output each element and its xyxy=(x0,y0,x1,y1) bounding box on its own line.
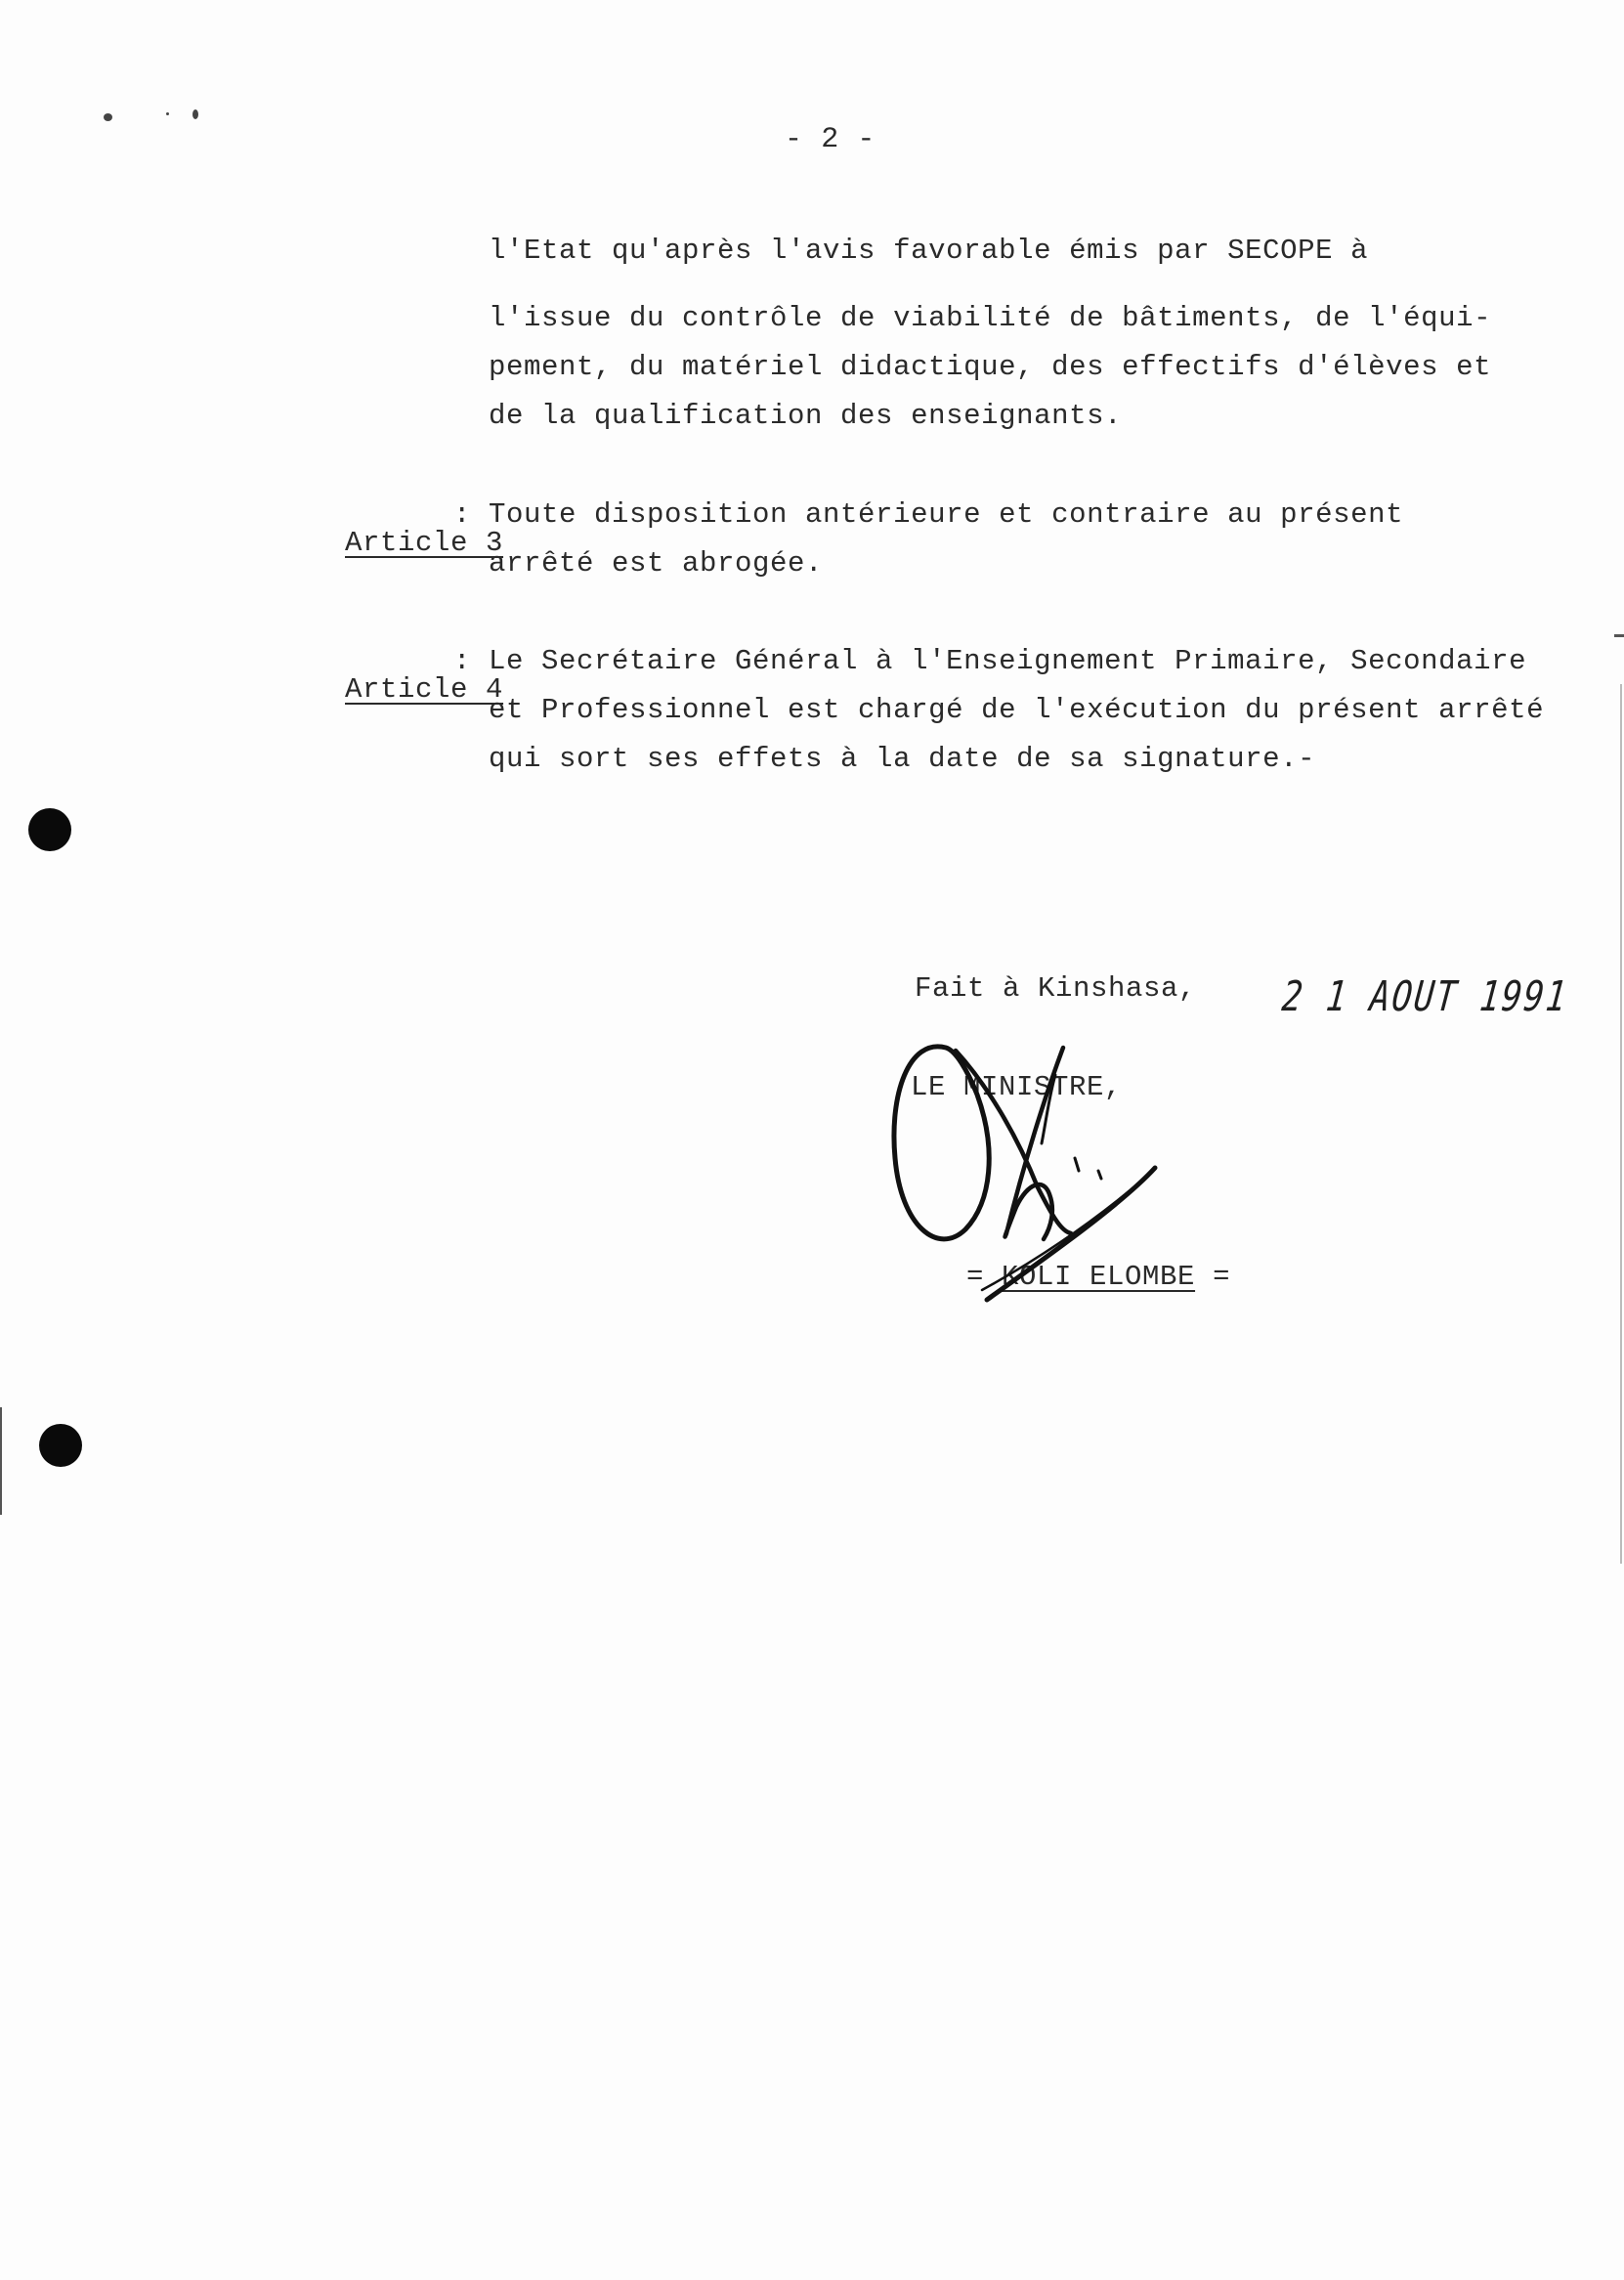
article-3-line: Toute disposition antérieure et contraire au présent xyxy=(489,498,1404,531)
continuation-line: de la qualification des enseignants. xyxy=(489,400,1123,432)
scan-edge-left xyxy=(0,1407,2,1515)
scan-edge-right-tick xyxy=(1614,634,1624,637)
signatory-title: LE MINISTRE, xyxy=(911,1071,1123,1103)
continuation-line: pement, du matériel didactique, des effectifs d'élèves et xyxy=(489,351,1492,383)
article-4-line: et Professionnel est chargé de l'exécution du présent arrêté xyxy=(489,694,1545,726)
article-4-line: qui sort ses effets à la date de sa signature.- xyxy=(489,743,1316,775)
article-3-line: arrêté est abrogée. xyxy=(489,547,824,580)
page-number: - 2 - xyxy=(785,123,876,156)
signatory-name-line xyxy=(896,1234,1230,1319)
scan-edge-right xyxy=(1620,684,1622,1564)
article-3-colon: : xyxy=(453,498,471,531)
signatory-name-prefix: = xyxy=(966,1261,1003,1293)
date-stamp: 2 1 AOUT 1991 xyxy=(1279,972,1571,1021)
scan-speck xyxy=(166,112,169,115)
place-of-signing: Fait à Kinshasa, xyxy=(915,972,1197,1005)
signatory-name: KOLI ELOMBE xyxy=(1002,1261,1196,1293)
article-4-line: Le Secrétaire Général à l'Enseignement Primaire, Secondaire xyxy=(489,645,1527,677)
article-4-colon: : xyxy=(453,645,471,677)
scan-speck xyxy=(104,113,112,121)
punch-hole-upper xyxy=(28,808,71,851)
continuation-line: l'issue du contrôle de viabilité de bâtiments, de l'équi- xyxy=(489,302,1492,334)
article-3-label-text: Article 3 xyxy=(345,527,504,559)
scan-speck xyxy=(192,109,198,119)
punch-hole-lower xyxy=(39,1424,82,1467)
signatory-name-suffix: = xyxy=(1195,1261,1231,1293)
article-4-label-text: Article 4 xyxy=(345,673,504,706)
continuation-line: l'Etat qu'après l'avis favorable émis par SECOPE à xyxy=(489,235,1369,267)
